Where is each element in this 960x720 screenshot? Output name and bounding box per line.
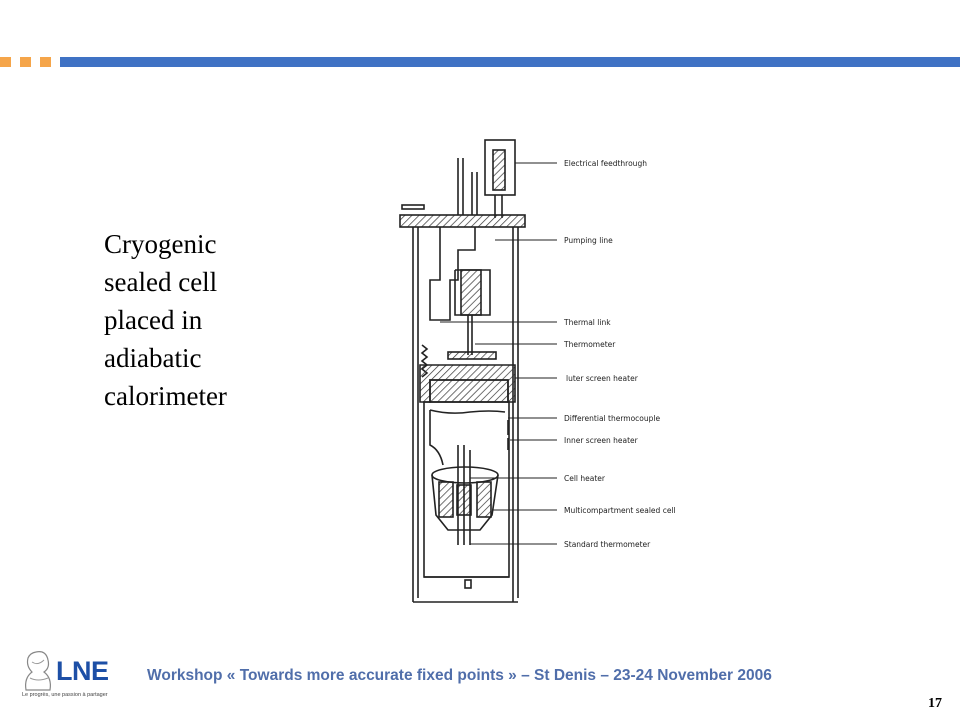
footer-text: Workshop « Towards more accurate fixed points » – St Denis – 23-24 November 2006 (147, 667, 772, 684)
header-square-1 (0, 57, 11, 67)
body-line: sealed cell (104, 267, 218, 297)
slide-body-text (104, 225, 334, 415)
page-number: 17 (928, 696, 942, 711)
label-standard-thermometer: Standard thermometer (564, 540, 651, 549)
label-thermal-link: Thermal link (564, 318, 611, 327)
calorimeter-diagram (330, 120, 730, 615)
logo-tagline: Le progrès, une passion à partager (22, 692, 108, 698)
header-bar (60, 57, 960, 67)
body-line: placed in (104, 305, 203, 335)
logo-text: LNE (56, 656, 109, 686)
label-outer-screen-heater: luter screen heater (566, 374, 638, 383)
lne-logo-icon (18, 648, 58, 694)
label-electrical-feedthrough: Electrical feedthrough (564, 159, 647, 168)
label-cell-heater: Cell heater (564, 474, 606, 483)
label-differential-thermocouple: Differential thermocouple (564, 414, 661, 423)
label-pumping-line: Pumping line (564, 236, 613, 245)
header-square-3 (40, 57, 51, 67)
body-line: calorimeter (104, 381, 227, 411)
label-thermometer: Thermometer (564, 340, 616, 349)
label-inner-screen-heater: Inner screen heater (564, 436, 638, 445)
body-line: Cryogenic (104, 229, 217, 259)
label-multicompartment-sealed-cell: Multicompartment sealed cell (564, 506, 676, 515)
body-line: adiabatic (104, 343, 202, 373)
header-square-2 (20, 57, 31, 67)
